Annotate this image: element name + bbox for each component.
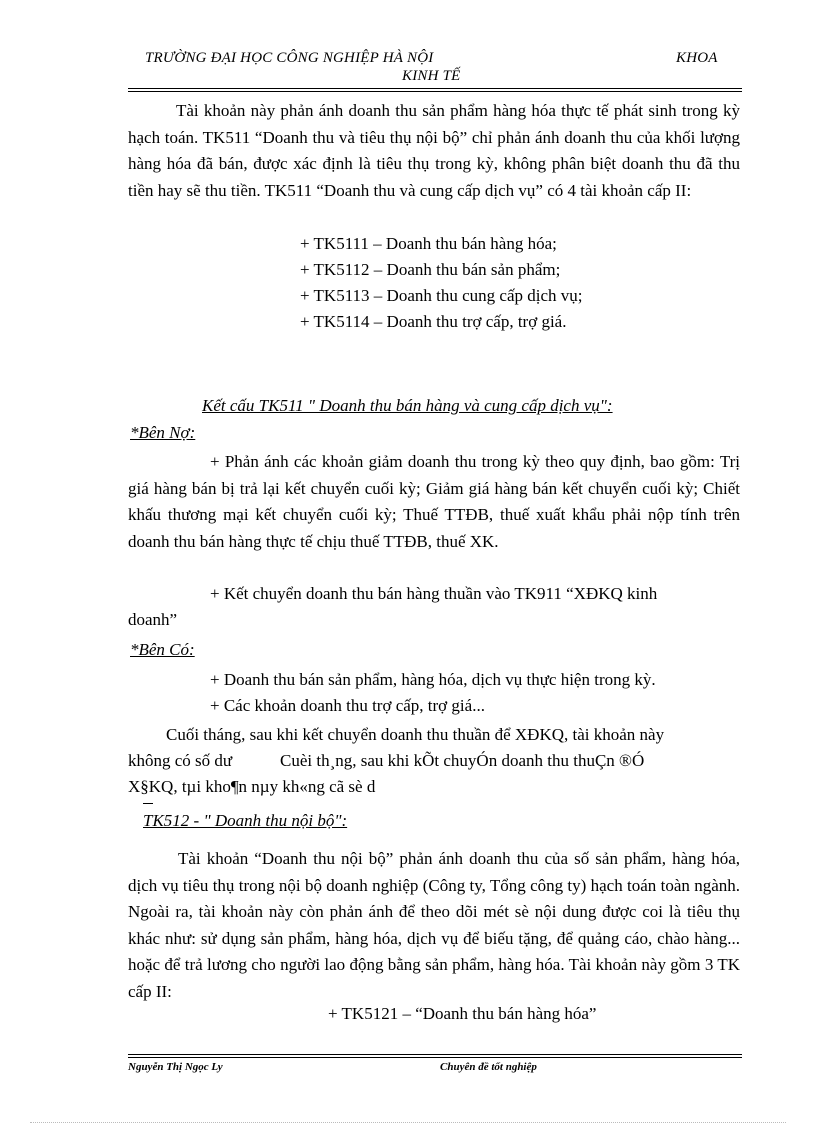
header-rule-top xyxy=(128,88,742,89)
ben-no-label: *Bên Nợ: xyxy=(130,423,196,442)
paragraph-tk511-description: Tài khoản này phản ánh doanh thu sản phẩm hàng hóa thực tế phát sinh trong kỳ hạch toán. TK511 “Doanh thu và tiêu thụ nội bộ” chỉ phản ánh doanh thu của khối lượng hàng hóa đã bán, được xác định là tiêu thụ trong kỳ, không phân biệt doanh thu đã thu tiền hay sẽ thu tiền. TK511 “Doanh thu và cung cấp dịch vụ” có 4 tài khoản cấp II: xyxy=(128,101,740,200)
ben-no-item-2-line-1: + Kết chuyển doanh thu bán hàng thuần vào TK911 “XĐKQ kinh xyxy=(210,584,658,603)
closing-line-1: Cuối tháng, sau khi kết chuyển doanh thu thuần để XĐKQ, tài khoản này xyxy=(166,725,665,744)
tk512-mark xyxy=(143,803,153,804)
header-rule-bottom xyxy=(128,91,742,92)
closing-line-2a: không có số dư xyxy=(128,751,233,770)
list-item-tk5113: + TK5113 – Doanh thu cung cấp dịch vụ; xyxy=(300,286,583,305)
footer-rule-top xyxy=(128,1054,742,1055)
header-kinh-te: KINH TẾ xyxy=(402,68,461,84)
ben-co-item-2: + Các khoản doanh thu trợ cấp, trợ giá... xyxy=(210,696,485,715)
closing-line-2b: Cuèi th¸ng, sau khi kÕt chuyÓn doanh thu thuÇn ®Ó xyxy=(280,751,645,770)
ben-co-item-1: + Doanh thu bán sản phẩm, hàng hóa, dịch vụ thực hiện trong kỳ. xyxy=(210,670,656,689)
list-item-tk5112: + TK5112 – Doanh thu bán sản phẩm; xyxy=(300,260,561,279)
structure-title: Kết cấu TK511 " Doanh thu bán hàng và cung cấp dịch vụ": xyxy=(202,396,613,415)
list-item-tk5111: + TK5111 – Doanh thu bán hàng hóa; xyxy=(300,234,557,253)
footer-thesis: Chuyên đề tốt nghiệp xyxy=(440,1061,537,1073)
footer-author: Nguyễn Thị Ngọc Ly xyxy=(128,1061,223,1073)
list-item-tk5114: + TK5114 – Doanh thu trợ cấp, trợ giá. xyxy=(300,312,567,331)
paragraph-tk512-description: Tài khoản “Doanh thu nội bộ” phản ánh doanh thu của số sản phẩm, hàng hóa, dịch vụ tiêu thụ trong nội bộ doanh nghiệp (Công ty, Tổng công ty) hạch toán toàn ngành. Ngoài ra, tài khoản này còn phản ánh để theo dõi mét sè nội dung được coi là tiêu thụ khác như: sử dụng sản phẩm, hàng hóa, dịch vụ để biếu tặng, để quảng cáo, chào hàng... hoặc để trả lương cho người lao động bằng sản phẩm, hàng hóa. Tài khoản này gồm 3 TK cấp II: xyxy=(128,849,740,1001)
ben-no-item-2-line-2: doanh” xyxy=(128,610,178,629)
header-university: TRƯỜNG ĐẠI HỌC CÔNG NGHIỆP HÀ NỘI xyxy=(145,50,434,66)
ben-no-item-1: + Phản ánh các khoản giảm doanh thu trong kỳ theo quy định, bao gồm: Trị giá hàng bán bị trả lại kết chuyển cuối kỳ; Giảm giá hàng bán kết chuyển cuối kỳ; Chiết khấu thương mại kết chuyển cuối kỳ; Thuế TTĐB, thuế xuất khẩu phải nộp tính trên doanh thu bán hàng thực tế chịu thuế TTĐB, thuế XK. xyxy=(128,452,740,551)
tk512-title: TK512 - " Doanh thu nội bộ": xyxy=(143,811,348,830)
closing-line-3: X§KQ, tµi kho¶n nµy kh«ng cã sè d xyxy=(128,777,376,796)
footer-rule-bottom xyxy=(128,1057,742,1058)
ben-co-label: *Bên Có: xyxy=(130,640,195,659)
header-khoa: KHOA xyxy=(676,50,718,66)
list-item-tk5121: + TK5121 – “Doanh thu bán hàng hóa” xyxy=(328,1004,597,1023)
